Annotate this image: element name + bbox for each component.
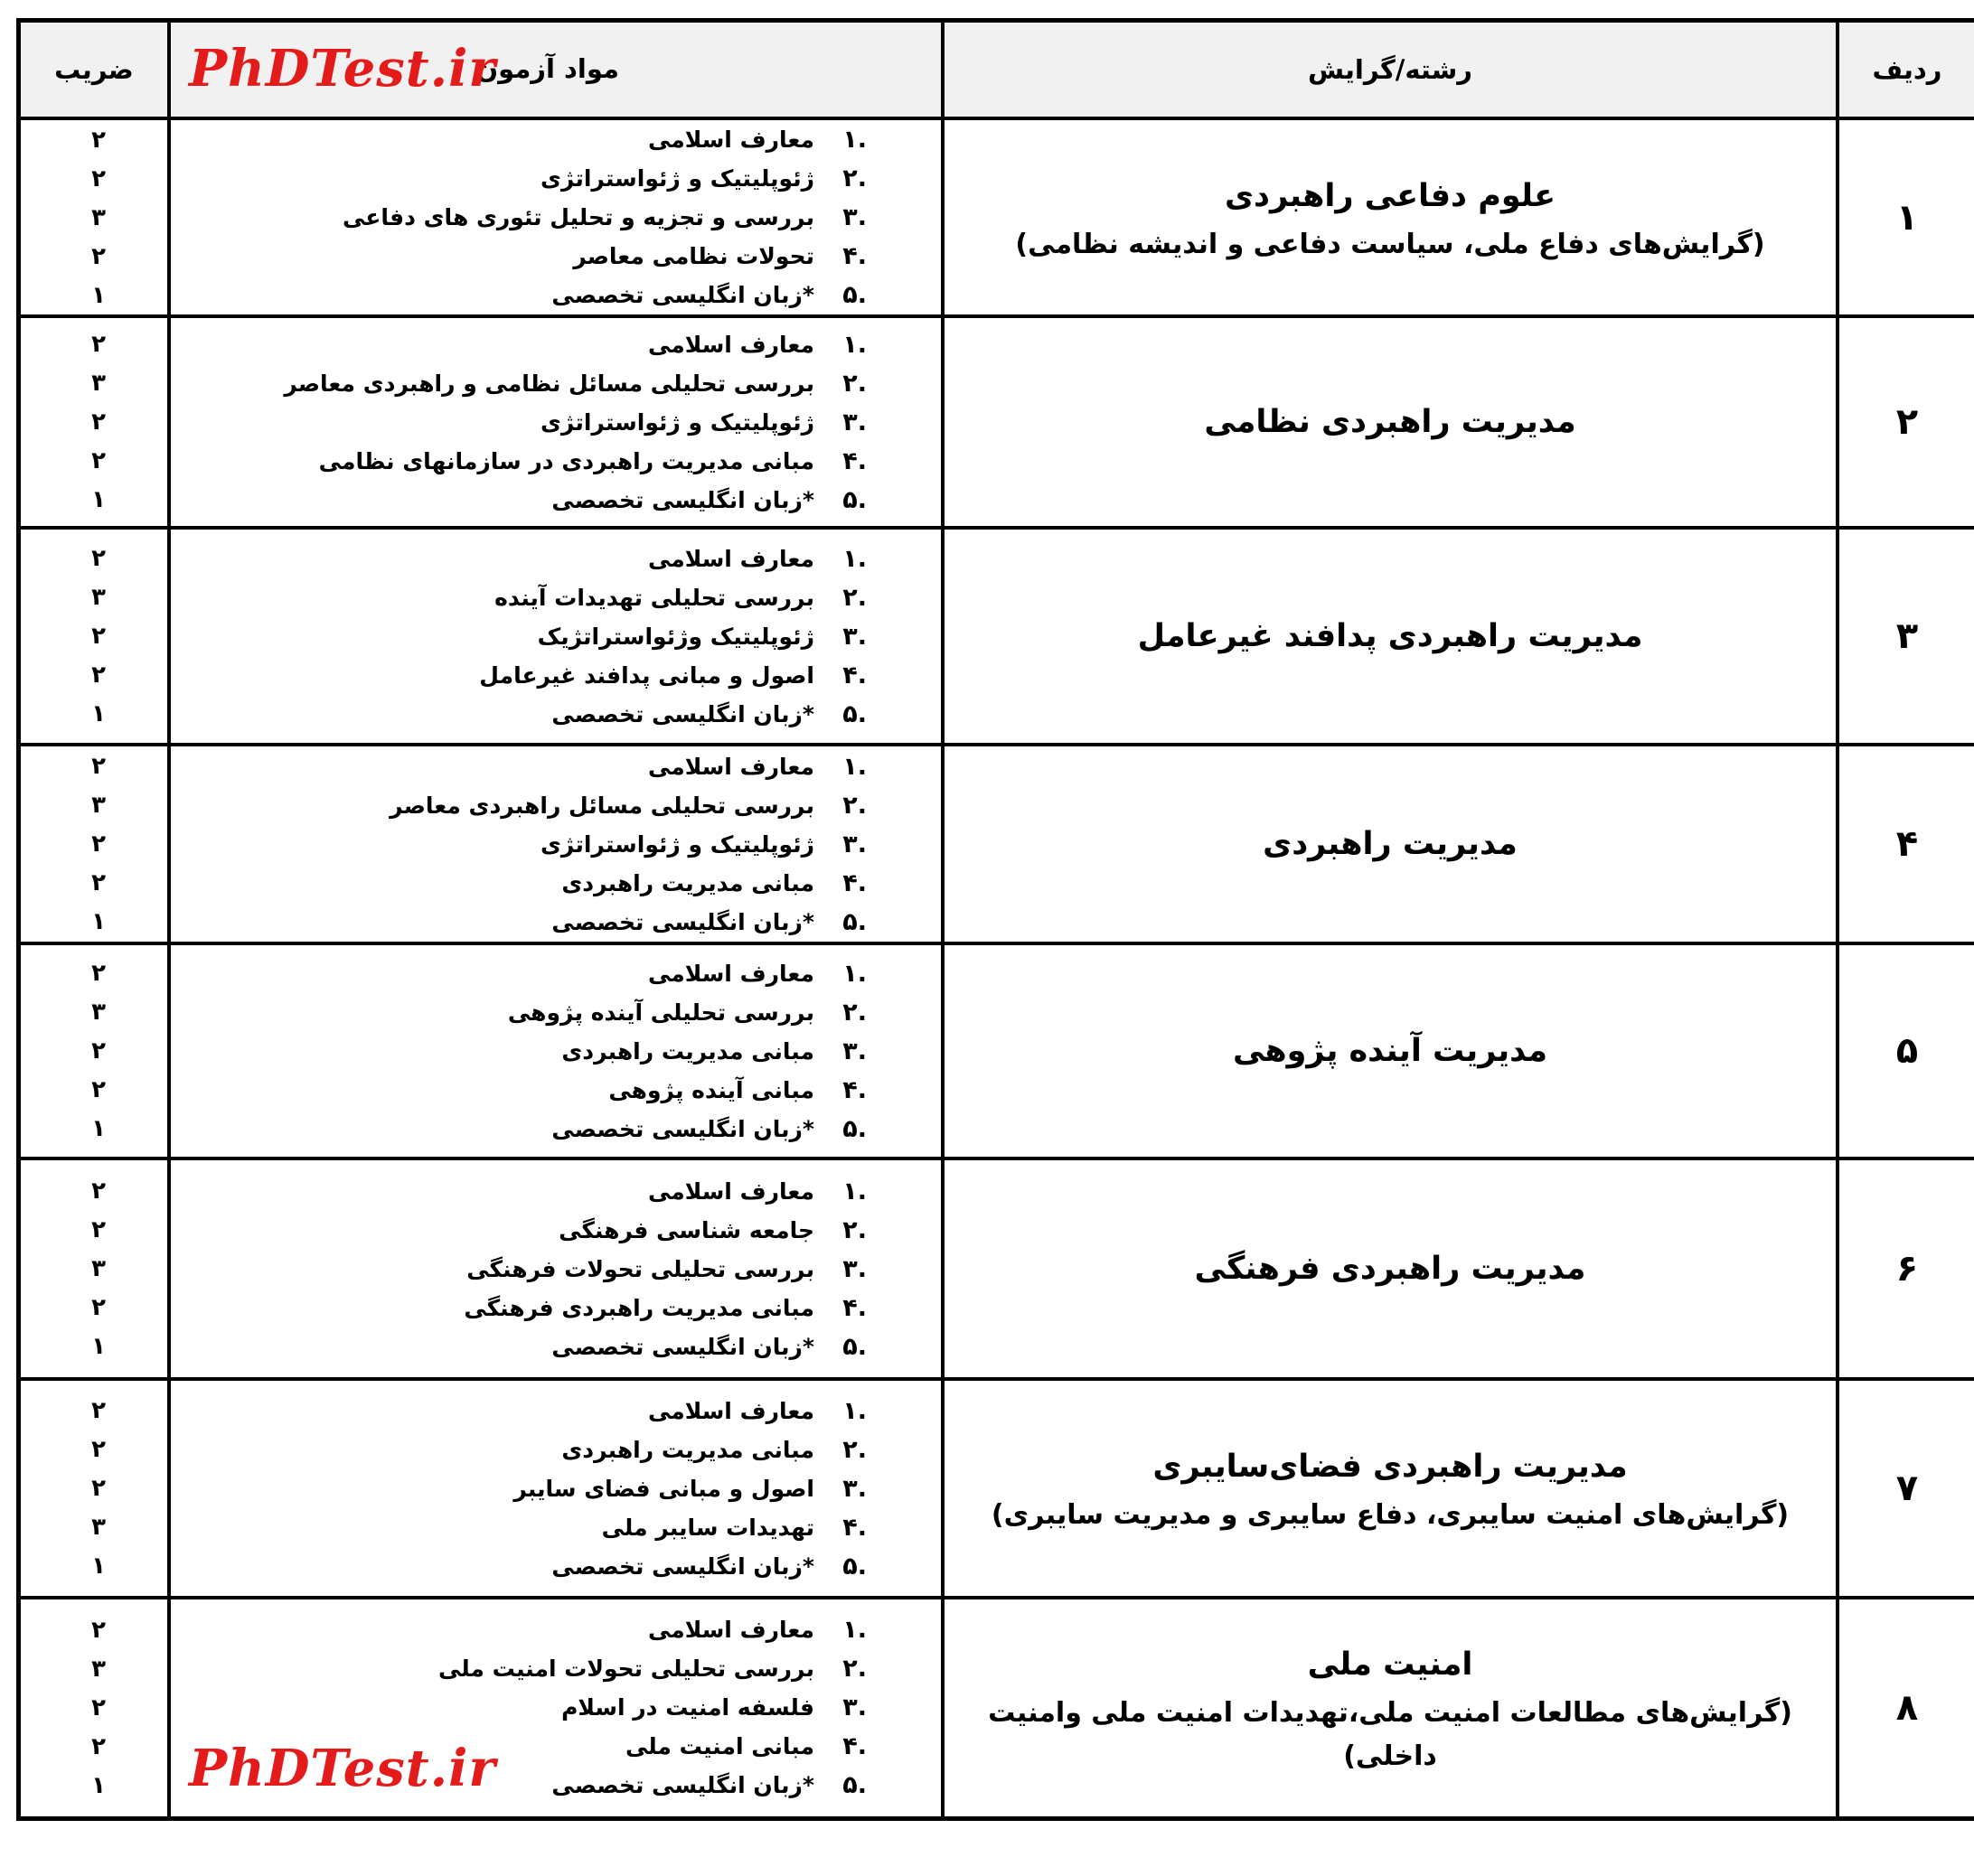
table-row bbox=[19, 1598, 1974, 1818]
subject-number: .۱ bbox=[842, 330, 867, 359]
subject-number: .۴ bbox=[842, 1513, 867, 1542]
field-cell bbox=[943, 1379, 1838, 1598]
exam-subjects-table bbox=[16, 18, 1974, 1821]
subject-item bbox=[171, 237, 941, 276]
subject-item bbox=[171, 364, 941, 403]
subject-name: بررسی تحلیلی تحولات فرهنگی bbox=[466, 1255, 814, 1282]
subjects-cell bbox=[169, 1379, 943, 1598]
subjects-cell bbox=[169, 1158, 943, 1379]
subject-item bbox=[171, 159, 941, 198]
subject-number: .۳ bbox=[842, 1036, 867, 1065]
subject-name: *زبان انگلیسی تخصصی bbox=[551, 1115, 814, 1142]
field-name: مدیریت راهبردی bbox=[1263, 826, 1518, 862]
subject-item bbox=[171, 1547, 941, 1586]
subject-number: .۴ bbox=[842, 1075, 867, 1104]
subject-name: ژئوپلیتیک و ژئواستراتژی bbox=[540, 165, 814, 192]
field-name: علوم دفاعی راهبردی bbox=[1224, 177, 1556, 214]
field-name: مدیریت راهبردی پدافند غیرعامل bbox=[1137, 618, 1643, 654]
coef-cell bbox=[19, 118, 170, 316]
coef-cell bbox=[19, 1379, 170, 1598]
coef-value: ۲ bbox=[91, 331, 106, 358]
subject-name: معارف اسلامی bbox=[647, 960, 814, 987]
subject-item bbox=[171, 786, 941, 825]
subjects-cell bbox=[169, 943, 943, 1158]
coef-cell bbox=[19, 943, 170, 1158]
coef-value: ۲ bbox=[91, 1616, 106, 1644]
coef-cell bbox=[19, 528, 170, 745]
subject-name: معارف اسلامی bbox=[647, 1177, 814, 1205]
subject-number: .۳ bbox=[842, 1254, 867, 1283]
subject-name: مبانی مدیریت راهبردی فرهنگی bbox=[464, 1294, 814, 1321]
coef-value: ۳ bbox=[91, 1255, 106, 1282]
coef-value: ۲ bbox=[91, 1076, 106, 1103]
header-field: رشته/گرایش bbox=[943, 21, 1838, 119]
subject-item bbox=[171, 198, 941, 237]
subject-item bbox=[171, 1032, 941, 1071]
subject-list bbox=[171, 747, 941, 942]
subject-name: ژئوپلیتیک و ژئواستراتژی bbox=[540, 830, 814, 858]
subject-item bbox=[171, 1071, 941, 1110]
coef-value: ۲ bbox=[91, 126, 106, 154]
subject-item bbox=[171, 954, 941, 993]
subject-name: مبانی امنیت ملی bbox=[625, 1733, 814, 1760]
coef-value: ۱ bbox=[91, 281, 106, 309]
row-number: ۵ bbox=[1838, 943, 1974, 1158]
field-specializations: (گرایش‌های دفاع ملی، سیاست دفاعی و اندیشه نظامی) bbox=[1015, 228, 1765, 260]
field-cell bbox=[943, 1598, 1838, 1818]
field-name: مدیریت راهبردی فرهنگی bbox=[1194, 1251, 1586, 1287]
subject-number: .۱ bbox=[842, 752, 867, 781]
field-specializations: (گرایش‌های امنیت سایبری، دفاع سایبری و مدیریت سایبری) bbox=[991, 1499, 1790, 1531]
subject-item bbox=[171, 825, 941, 864]
coef-list bbox=[21, 120, 167, 314]
coef-cell bbox=[19, 1158, 170, 1379]
subject-name: معارف اسلامی bbox=[647, 753, 814, 780]
subject-number: .۵ bbox=[842, 281, 867, 309]
coef-cell bbox=[19, 316, 170, 528]
coef-list bbox=[21, 954, 167, 1149]
coef-cell bbox=[19, 745, 170, 943]
subject-item bbox=[171, 1469, 941, 1508]
coef-value: ۲ bbox=[91, 1037, 106, 1065]
subject-number: .۴ bbox=[842, 1732, 867, 1761]
subject-number: .۱ bbox=[842, 544, 867, 573]
coef-list bbox=[21, 1610, 167, 1805]
coef-list bbox=[21, 539, 167, 734]
subject-name: تحولات نظامی معاصر bbox=[573, 243, 814, 269]
subject-number: .۵ bbox=[842, 1114, 867, 1143]
subject-number: .۲ bbox=[842, 164, 867, 192]
subjects-cell bbox=[169, 118, 943, 316]
subject-name: معارف اسلامی bbox=[647, 545, 814, 572]
subject-item bbox=[171, 1250, 941, 1289]
table-row bbox=[19, 316, 1974, 528]
row-number: ۱ bbox=[1838, 118, 1974, 316]
subject-name: *زبان انگلیسی تخصصی bbox=[551, 1552, 814, 1580]
table-row bbox=[19, 1379, 1974, 1598]
field-name: امنیت ملی bbox=[1307, 1646, 1473, 1683]
subject-name: جامعه شناسی فرهنگی bbox=[559, 1216, 814, 1243]
subject-number: .۲ bbox=[842, 1215, 867, 1244]
field-name: مدیریت راهبردی نظامی bbox=[1204, 404, 1576, 440]
subject-number: .۳ bbox=[842, 203, 867, 231]
coef-value: ۲ bbox=[91, 960, 106, 987]
table-row bbox=[19, 745, 1974, 943]
subject-item bbox=[171, 325, 941, 364]
subjects-cell bbox=[169, 745, 943, 943]
subject-item bbox=[171, 120, 941, 159]
coef-value: ۲ bbox=[91, 164, 106, 192]
subject-number: .۲ bbox=[842, 1655, 867, 1684]
row-number: ۳ bbox=[1838, 528, 1974, 745]
subject-number: .۴ bbox=[842, 242, 867, 270]
subjects-cell bbox=[169, 528, 943, 745]
subject-name: مبانی مدیریت راهبردی bbox=[561, 869, 814, 896]
coef-value: ۲ bbox=[91, 1436, 106, 1463]
coef-value: ۳ bbox=[91, 792, 106, 819]
subject-list bbox=[171, 539, 941, 734]
phdtest-logo: PhDTest.ir bbox=[189, 39, 496, 98]
subject-name: *زبان انگلیسی تخصصی bbox=[551, 486, 814, 513]
coef-value: ۳ bbox=[91, 584, 106, 611]
subject-item bbox=[171, 1172, 941, 1211]
coef-value: ۱ bbox=[91, 486, 106, 513]
subject-item bbox=[171, 864, 941, 903]
subject-name: بررسی تحلیلی مسائل راهبردی معاصر bbox=[390, 792, 814, 819]
coef-value: ۱ bbox=[91, 1115, 106, 1142]
coef-value: ۲ bbox=[91, 1732, 106, 1760]
subject-number: .۵ bbox=[842, 699, 867, 728]
subject-item bbox=[171, 1508, 941, 1547]
subject-name: بررسی تحلیلی مسائل نظامی و راهبردی معاصر bbox=[284, 370, 814, 397]
header-coef: ضریب bbox=[19, 21, 170, 119]
coef-value: ۲ bbox=[91, 623, 106, 650]
coef-list bbox=[21, 1172, 167, 1366]
coef-list bbox=[21, 747, 167, 942]
field-cell bbox=[943, 118, 1838, 316]
coef-value: ۲ bbox=[91, 545, 106, 572]
subject-item bbox=[171, 747, 941, 786]
coef-value: ۲ bbox=[91, 869, 106, 896]
subject-number: .۳ bbox=[842, 1693, 867, 1722]
coef-value: ۲ bbox=[91, 408, 106, 436]
coef-value: ۲ bbox=[91, 1397, 106, 1424]
subject-item bbox=[171, 695, 941, 734]
coef-value: ۳ bbox=[91, 203, 106, 231]
subject-number: .۱ bbox=[842, 1396, 867, 1425]
coef-cell bbox=[19, 1598, 170, 1818]
subject-item bbox=[171, 481, 941, 520]
row-number: ۸ bbox=[1838, 1598, 1974, 1818]
row-number: ۴ bbox=[1838, 745, 1974, 943]
subject-item bbox=[171, 903, 941, 942]
subject-number: .۵ bbox=[842, 485, 867, 514]
subject-item bbox=[171, 442, 941, 481]
subject-name: ژئوپلیتیک و ژئواستراتژی bbox=[540, 408, 814, 436]
subject-item bbox=[171, 1649, 941, 1688]
coef-value: ۲ bbox=[91, 1177, 106, 1205]
subject-item bbox=[171, 1327, 941, 1366]
subject-number: .۳ bbox=[842, 1474, 867, 1503]
subject-item bbox=[171, 539, 941, 578]
subject-number: .۴ bbox=[842, 661, 867, 689]
subject-item bbox=[171, 403, 941, 442]
subject-list bbox=[171, 954, 941, 1149]
subject-number: .۵ bbox=[842, 907, 867, 936]
subject-number: .۱ bbox=[842, 1177, 867, 1205]
subject-number: .۲ bbox=[842, 369, 867, 398]
subject-name: مبانی مدیریت راهبردی bbox=[561, 1436, 814, 1463]
subject-name: معارف اسلامی bbox=[647, 127, 814, 153]
coef-value: ۳ bbox=[91, 1655, 106, 1683]
header-subjects: مواد آزمون bbox=[475, 53, 619, 84]
subject-name: اصول و مبانی پدافند غیرعامل bbox=[479, 661, 814, 689]
subject-name: بررسی تحلیلی تحولات امنیت ملی bbox=[437, 1656, 814, 1683]
coef-value: ۱ bbox=[91, 1771, 106, 1799]
subject-name: فلسفه امنیت در اسلام bbox=[561, 1694, 814, 1721]
coef-value: ۱ bbox=[91, 1333, 106, 1360]
coef-value: ۲ bbox=[91, 830, 106, 858]
phdtest-logo: PhDTest.ir bbox=[189, 1738, 496, 1798]
subject-number: .۳ bbox=[842, 830, 867, 858]
subject-name: *زبان انگلیسی تخصصی bbox=[551, 282, 814, 308]
subject-name: *زبان انگلیسی تخصصی bbox=[551, 1772, 814, 1799]
subject-name: *زبان انگلیسی تخصصی bbox=[551, 700, 814, 727]
subject-name: ژئوپلیتیک وژئواستراتژیک bbox=[537, 623, 814, 650]
coef-value: ۱ bbox=[91, 700, 106, 727]
subject-name: اصول و مبانی فضای سایبر bbox=[513, 1475, 814, 1502]
subject-number: .۲ bbox=[842, 998, 867, 1027]
field-cell bbox=[943, 1158, 1838, 1379]
coef-value: ۱ bbox=[91, 908, 106, 935]
subject-number: .۳ bbox=[842, 408, 867, 436]
subject-name: بررسی و تجزیه و تحلیل تئوری های دفاعی bbox=[342, 204, 814, 230]
field-name: مدیریت آینده پژوهی bbox=[1232, 1033, 1548, 1069]
coef-list bbox=[21, 1392, 167, 1586]
coef-value: ۲ bbox=[91, 447, 106, 474]
subject-number: .۲ bbox=[842, 1435, 867, 1464]
subject-name: مبانی مدیریت راهبردی در سازمانهای نظامی bbox=[318, 447, 814, 474]
subject-list bbox=[171, 325, 941, 520]
subject-number: .۴ bbox=[842, 1293, 867, 1322]
subject-number: .۵ bbox=[842, 1332, 867, 1361]
subject-number: .۴ bbox=[842, 868, 867, 897]
row-number: ۷ bbox=[1838, 1379, 1974, 1598]
subject-item bbox=[171, 1289, 941, 1327]
subjects-cell bbox=[169, 316, 943, 528]
subject-number: .۵ bbox=[842, 1771, 867, 1800]
table-row bbox=[19, 528, 1974, 745]
subject-item bbox=[171, 617, 941, 656]
subject-name: مبانی مدیریت راهبردی bbox=[561, 1037, 814, 1065]
coef-value: ۲ bbox=[91, 753, 106, 780]
field-specializations: (گرایش‌های مطالعات امنیت ملی،تهدیدات امنیت ملی وامنیت داخلی) bbox=[988, 1696, 1792, 1772]
subject-name: بررسی تحلیلی تهدیدات آینده bbox=[494, 584, 814, 611]
subject-number: .۲ bbox=[842, 583, 867, 612]
subject-item bbox=[171, 578, 941, 617]
field-cell bbox=[943, 316, 1838, 528]
table-body bbox=[19, 118, 1974, 1818]
coef-value: ۳ bbox=[91, 370, 106, 397]
header-radif: ردیف bbox=[1838, 21, 1974, 119]
subject-number: .۱ bbox=[842, 959, 867, 988]
field-cell bbox=[943, 943, 1838, 1158]
subject-item bbox=[171, 1110, 941, 1149]
field-name: مدیریت راهبردی فضای‌سایبری bbox=[1152, 1449, 1628, 1485]
subject-number: .۵ bbox=[842, 1552, 867, 1581]
subject-item bbox=[171, 656, 941, 695]
coef-value: ۳ bbox=[91, 1514, 106, 1541]
coef-value: ۲ bbox=[91, 1216, 106, 1243]
subject-name: معارف اسلامی bbox=[647, 1397, 814, 1424]
subject-number: .۱ bbox=[842, 126, 867, 154]
row-number: ۲ bbox=[1838, 316, 1974, 528]
subject-list bbox=[171, 120, 941, 314]
field-cell bbox=[943, 528, 1838, 745]
header-subjects-cell bbox=[169, 21, 943, 119]
subjects-cell bbox=[169, 1598, 943, 1818]
coef-list bbox=[21, 325, 167, 520]
subject-item bbox=[171, 1392, 941, 1430]
subject-list bbox=[171, 1172, 941, 1366]
coef-value: ۲ bbox=[91, 661, 106, 689]
subject-number: .۱ bbox=[842, 1616, 867, 1645]
subject-name: *زبان انگلیسی تخصصی bbox=[551, 908, 814, 935]
subject-list bbox=[171, 1392, 941, 1586]
subject-number: .۲ bbox=[842, 791, 867, 820]
header-row bbox=[19, 21, 1974, 119]
subject-item bbox=[171, 276, 941, 314]
subject-name: *زبان انگلیسی تخصصی bbox=[551, 1333, 814, 1360]
coef-value: ۲ bbox=[91, 1475, 106, 1502]
subject-name: معارف اسلامی bbox=[647, 331, 814, 358]
coef-value: ۲ bbox=[91, 1693, 106, 1721]
coef-value: ۱ bbox=[91, 1552, 106, 1580]
subject-name: تهدیدات سایبر ملی bbox=[601, 1514, 814, 1541]
table-row bbox=[19, 118, 1974, 316]
subject-number: .۴ bbox=[842, 446, 867, 475]
subject-name: بررسی تحلیلی آینده پژوهی bbox=[507, 999, 814, 1026]
table-row bbox=[19, 943, 1974, 1158]
subject-name: معارف اسلامی bbox=[647, 1617, 814, 1644]
subject-item bbox=[171, 1610, 941, 1649]
subject-item bbox=[171, 993, 941, 1032]
row-number: ۶ bbox=[1838, 1158, 1974, 1379]
subject-item bbox=[171, 1688, 941, 1727]
subject-item bbox=[171, 1211, 941, 1250]
coef-value: ۲ bbox=[91, 1294, 106, 1321]
subject-item bbox=[171, 1430, 941, 1469]
coef-value: ۳ bbox=[91, 999, 106, 1026]
subject-name: مبانی آینده پژوهی bbox=[608, 1076, 814, 1103]
table-row bbox=[19, 1158, 1974, 1379]
subject-number: .۳ bbox=[842, 622, 867, 651]
field-cell bbox=[943, 745, 1838, 943]
coef-value: ۲ bbox=[91, 242, 106, 270]
